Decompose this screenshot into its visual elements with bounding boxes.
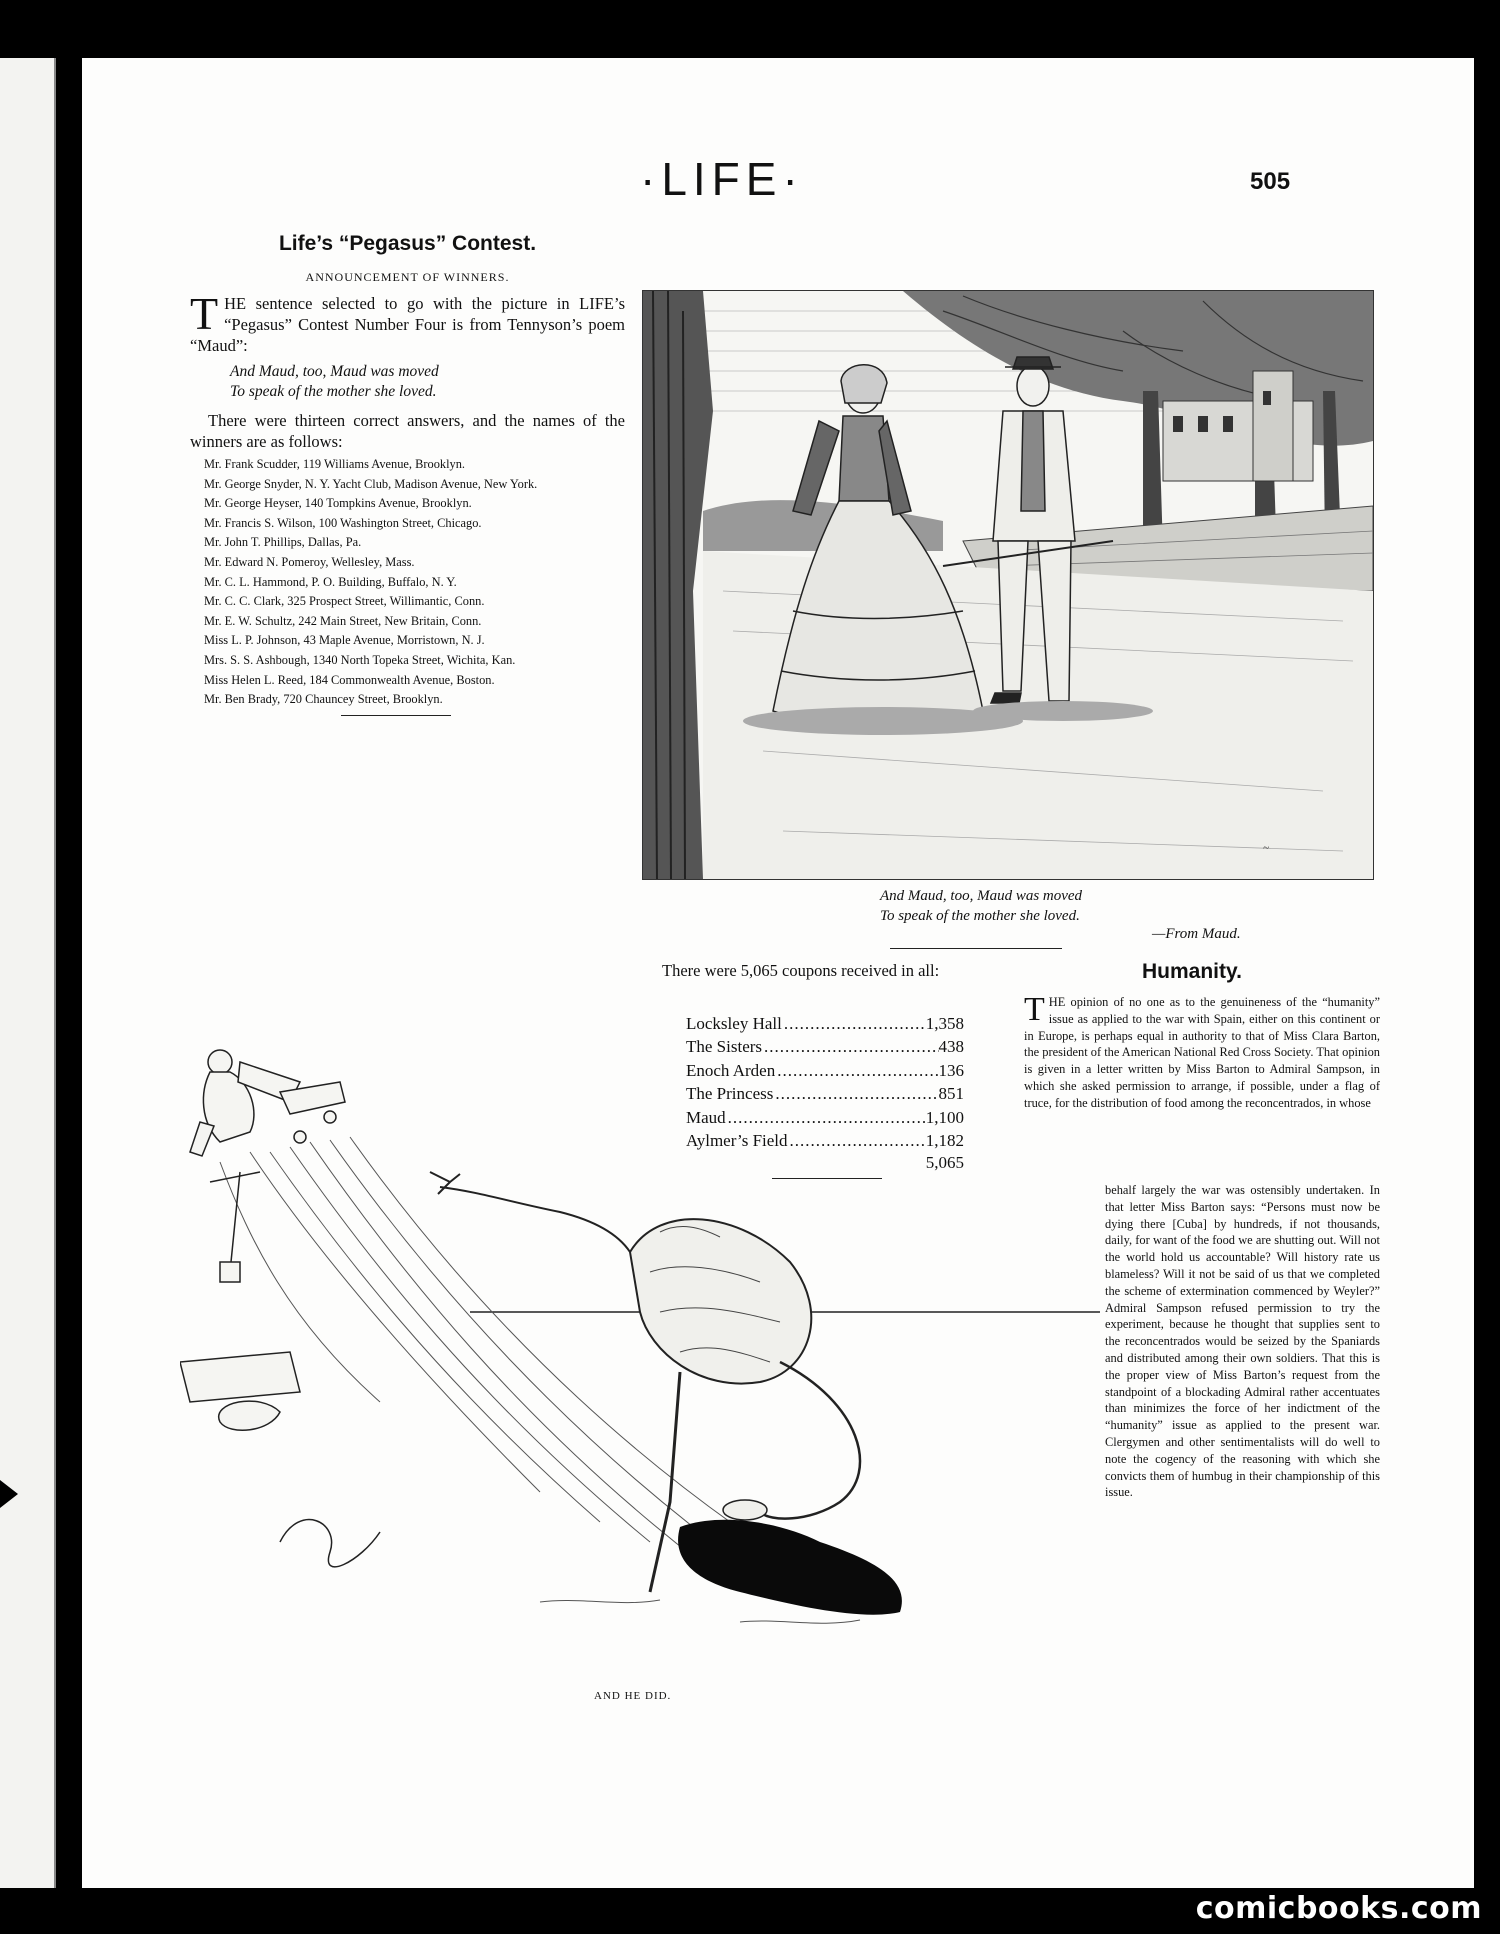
poem-name: Enoch Arden: [686, 1060, 776, 1080]
winner-entry: Mr. George Snyder, N. Y. Yacht Club, Madison Avenue, New York.: [204, 476, 538, 491]
winner-entry: Mr. Edward N. Pomeroy, Wellesley, Mass.: [204, 554, 415, 569]
coupon-count: 851: [938, 1084, 964, 1104]
coupon-total: 5,065: [925, 1153, 964, 1173]
svg-text:~: ~: [1263, 842, 1269, 854]
coupon-count: 1,100: [925, 1107, 964, 1127]
article-intro: [190, 288, 625, 356]
humanity-title: Humanity.: [1142, 960, 1242, 983]
pegasus-contest-article: [190, 232, 625, 716]
cartoon-caption: AND HE DID.: [594, 1690, 672, 1702]
section-rule: [890, 948, 1062, 949]
site-watermark: comicbooks.com: [1195, 1891, 1482, 1926]
page-number: 505: [1250, 168, 1291, 195]
intro-text: HE sentence selected to go with the picture in LIFE’s “Pegasus” Contest Number Four is from Tennyson’s poem “Maud”:: [190, 294, 625, 355]
quote-line: To speak of the mother she loved.: [230, 383, 437, 400]
page-edge-arrow-mark: [0, 1480, 18, 1508]
poem-name: The Sisters: [686, 1037, 763, 1057]
winner-entry: Miss L. P. Johnson, 43 Maple Avenue, Morristown, N. J.: [204, 633, 485, 648]
article-subheading: ANNOUNCEMENT OF WINNERS.: [305, 270, 510, 284]
winner-entry: Mr. George Heyser, 140 Tompkins Avenue, Brooklyn.: [204, 496, 472, 511]
poem-name: The Princess: [686, 1084, 774, 1104]
humanity-text-bottom: behalf largely the war was ostensibly undertaken. In that letter Miss Barton says: “Persons must now be dying there [Cuba] by hundreds, if not thousands, daily, for want of the food we are shutting out. Will not the world hold us accountable? Will history rate us blameless? Will it not be said of us that we completed the scheme of extermination commenced by Weyler?” Admiral Sampson refused permission to try the experiment, because he thought that supplies sent to the reconcentrados would be seized by the Spaniards and distributed among their own soldiers. That this is the proper view of Miss Barton’s request from the standpoint of a blockading Admiral rather accentuates than minimizes the force of her indictment of the “humanity” issue as applied to the present war. Clergymen and other sentimentalists will do well to note the cogency of the reasoning with which she convicts them of humbug in their championship of this issue.: [1105, 1183, 1380, 1500]
winner-entry: Mr. E. W. Schultz, 242 Main Street, New Britain, Conn.: [204, 613, 482, 628]
maud-engraving: [643, 291, 1373, 879]
coupons-intro: There were 5,065 coupons received in all:: [662, 961, 940, 980]
winners-intro: There were thirteen correct answers, and the names of the winners are as follows:: [190, 411, 625, 451]
drop-cap: T: [1024, 991, 1045, 1028]
article-title: Life’s “Pegasus” Contest.: [278, 232, 537, 255]
poem-name: Locksley Hall: [686, 1014, 782, 1033]
illustration-source: —From Maud.: [1152, 926, 1241, 942]
masthead-title: ·LIFE·: [640, 153, 804, 205]
ostrich-drawing: [180, 1022, 1110, 1672]
winner-entry: Miss Helen L. Reed, 184 Commonwealth Avenue, Boston.: [204, 672, 495, 687]
maud-illustration: [642, 290, 1374, 880]
caption-line: And Maud, too, Maud was moved: [880, 888, 1083, 904]
winner-entry: Mr. C. L. Hammond, P. O. Building, Buffalo, N. Y.: [204, 574, 457, 589]
winner-entry: Mrs. S. S. Ashbough, 1340 North Topeka Street, Wichita, Kan.: [204, 652, 516, 667]
winner-entry: Mr. Frank Scudder, 119 Williams Avenue, Brooklyn.: [204, 457, 466, 471]
coupon-count: 136: [938, 1060, 964, 1080]
coupon-count: 438: [938, 1037, 964, 1057]
facing-page-edge: [0, 58, 56, 1888]
caption-line: To speak of the mother she loved.: [880, 908, 1080, 924]
winner-entry: Mr. Francis S. Wilson, 100 Washington Street, Chicago.: [204, 515, 482, 530]
winner-entry: Mr. Ben Brady, 720 Chauncey Street, Brooklyn.: [204, 692, 443, 707]
winner-entry: Mr. C. C. Clark, 325 Prospect Street, Willimantic, Conn.: [204, 594, 485, 609]
ostrich-cartoon: [180, 1022, 1110, 1672]
illustration-caption: [880, 886, 1082, 926]
poem-name: Maud: [686, 1107, 726, 1127]
poem-name: Aylmer’s Field: [686, 1130, 788, 1150]
drop-cap: T: [190, 288, 219, 339]
coupon-count: 1,358: [925, 1014, 964, 1033]
winner-entry: Mr. John T. Phillips, Dallas, Pa.: [204, 535, 362, 550]
quote-line: And Maud, too, Maud was moved: [230, 363, 439, 380]
coupon-count: 1,182: [925, 1130, 964, 1150]
winners-list: [190, 456, 625, 707]
section-rule: [341, 715, 451, 716]
humanity-paragraph-start: HE opinion of no one as to the genuineness of the “humanity” issue as applied to the war with Spain, either on this continent or in Europe, is perhaps equal in authority to that of Miss Clara Barton, the president of the American National Red Cross Society. That opinion is given in a letter written by Miss Barton to Admiral Sampson, in which she asked permission to arrange, if possible, under a flag of truce, for the distribution of food among the reconcentrados, in whose: [1024, 995, 1380, 1110]
poem-quote: [230, 362, 625, 402]
